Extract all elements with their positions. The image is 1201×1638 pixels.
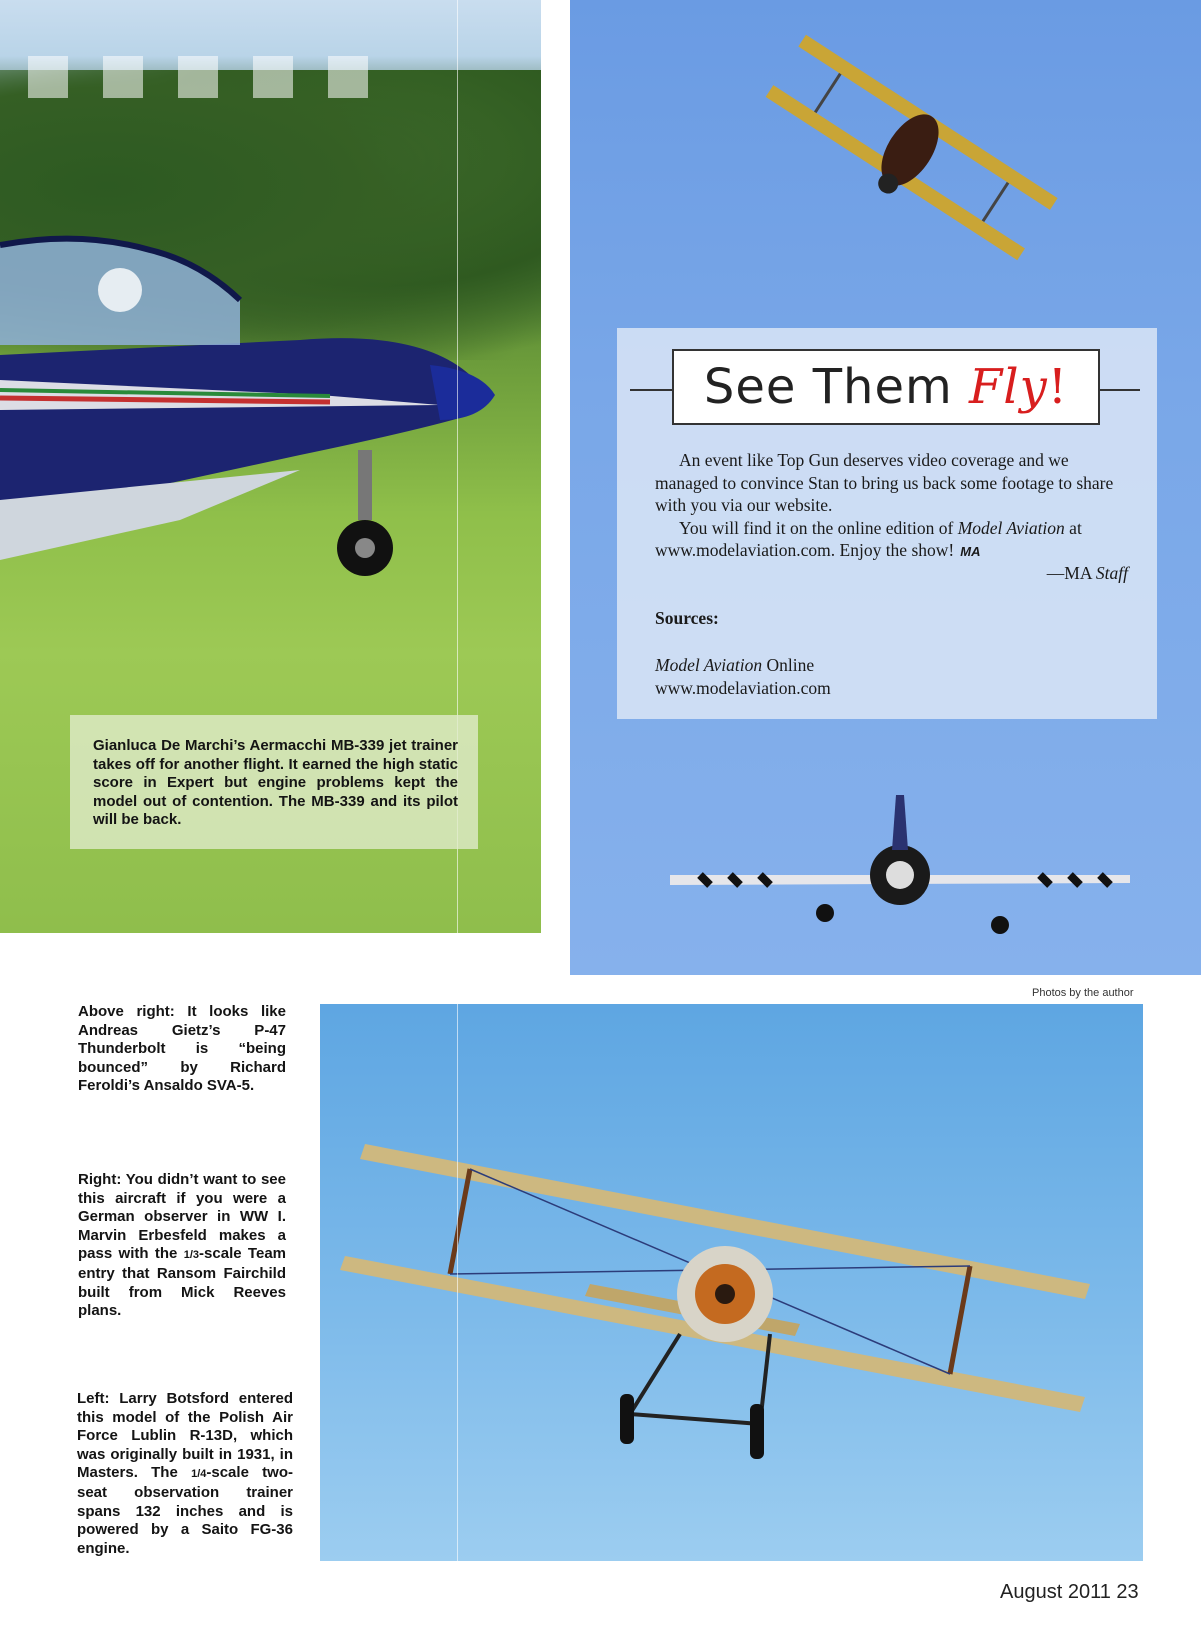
caption-right-text: Right: You didn’t want to see this aircraft if you were a German observer in WW I. Marvin Erbesfeld makes a pass with the: [78, 1171, 286, 1263]
caption-right-fraction: 1/3: [183, 1249, 200, 1262]
title-rule-left: [630, 389, 672, 391]
ma-logo: MA: [960, 544, 981, 559]
sidebar-paragraph: An event like Top Gun deserves video coverage and we managed to convince Stan to bring us back some footage to share with you via our website.: [655, 450, 1114, 515]
title-rule-right: [1100, 389, 1140, 391]
page-folio: August 2011 23: [1000, 1581, 1139, 1603]
caption-left-text: Left: Larry Botsford entered this model of the Polish Air Force Lublin R-13D, which was originally built in 1931, in Masters. The: [77, 1390, 293, 1482]
biplane-illustration: [320, 1004, 1143, 1561]
photo-fairchild-biplane: [320, 1004, 1143, 1561]
sidebar-title-box: [672, 349, 1100, 425]
sidebar-signoff: [655, 563, 1128, 584]
caption-left: [77, 1390, 293, 1558]
signoff-text: —MA: [1046, 563, 1096, 583]
source-url: www.modelaviation.com: [655, 678, 831, 698]
title-bang: !: [1047, 359, 1069, 415]
caption-left-fraction: 1/4: [191, 1468, 207, 1481]
title-main: See Them: [703, 359, 969, 415]
sidebar-title: [704, 359, 1068, 415]
caption-above-right: Above right: It looks like Andreas Gietz’s P-47 Thunderbolt is “being bounced” by Richard Feroldi’s Ansaldo SVA-5.: [78, 1003, 286, 1095]
title-fly: Fly: [969, 359, 1048, 415]
para2-italic: Model Aviation: [957, 517, 1065, 538]
source-item: [655, 655, 814, 676]
caption-right: [78, 1171, 286, 1321]
para2-text: You will find it on the online edition of: [679, 517, 958, 538]
caption-left-text-end: -scale two-seat observation trainer spans 132 inches and is powered by a Saito FG-36 engine.: [77, 1464, 293, 1557]
sidebar-body: [655, 449, 1125, 564]
sidebar-paragraph: [655, 517, 1125, 564]
source-text: Online: [762, 655, 815, 675]
jet-caption-text: Gianluca De Marchi’s Aermacchi MB-339 jet trainer takes off for another flight. It earned the high static score in Expert but engine problems kept the model out of contention. The MB-339 and its pilot will be back.: [93, 737, 458, 829]
caption-right-text-end: -scale Team entry that Ransom Fairchild built from Mick Reeves plans.: [78, 1245, 287, 1320]
photo-credit: Photos by the author: [1032, 987, 1134, 999]
source-italic: Model Aviation: [655, 655, 763, 675]
sources-label: Sources:: [655, 608, 719, 628]
gutter-line: [457, 1004, 458, 1561]
para2-text-end: at www.modelaviation.com. Enjoy the show!: [655, 517, 1082, 560]
signoff-italic: Staff: [1095, 563, 1128, 583]
jet-caption-box: [70, 715, 478, 849]
